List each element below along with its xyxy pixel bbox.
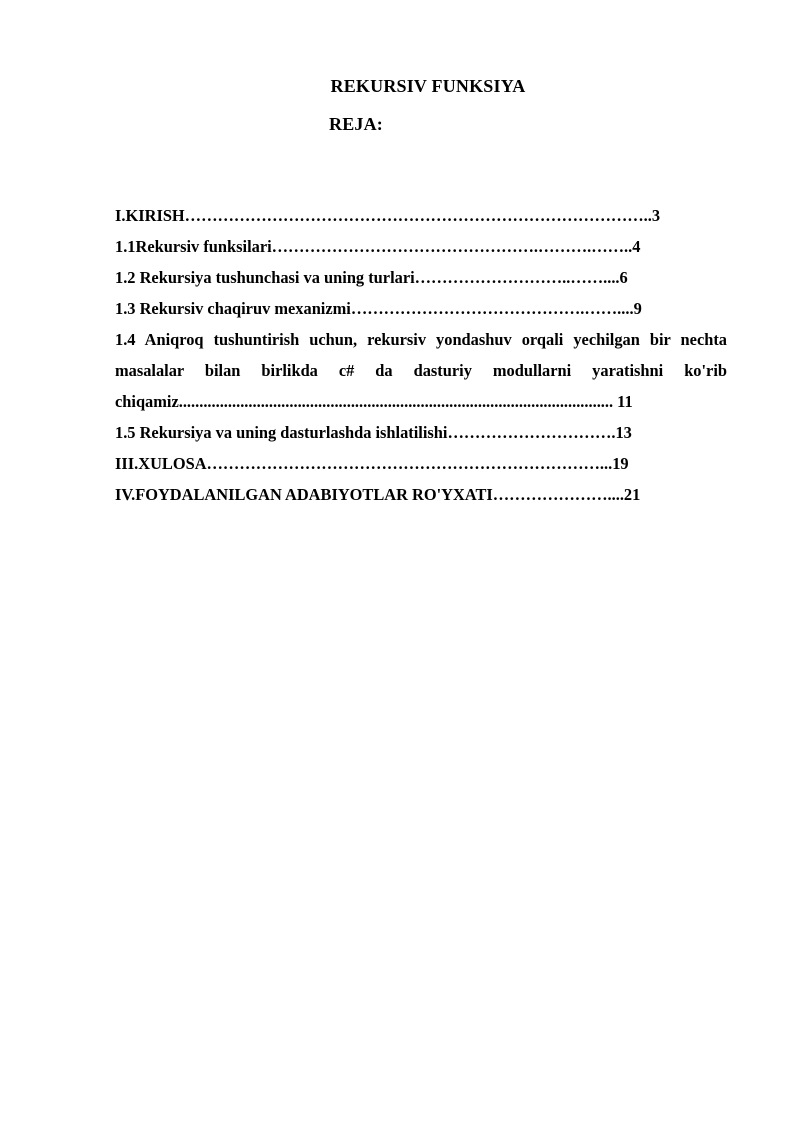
toc-entry-1-2: 1.2 Rekursiya tushunchasi va uning turlari………………………..……....6 — [115, 268, 628, 287]
toc-entry-1-4: 1.4 Aniqroq tushuntirish uchun, rekursiv yondashuv orqali yechilgan bir nechta masalalar bilan birlikda c# da dasturiy modullarni yaratishni ko'rib chiqamiz.......................................................................................................... 11 — [115, 330, 727, 411]
toc-entry-1-5: 1.5 Rekursiya va uning dasturlashda ishlatilishi………………………….13 — [115, 423, 632, 442]
table-of-contents — [115, 200, 727, 510]
toc-entry-kirish: I.KIRISH…………………………………………………………………………..3 — [115, 206, 661, 225]
document-title: REKURSIV FUNKSIYA — [330, 76, 526, 96]
toc-entry-xulosa: III.XULOSA………………………………………………………………...19 — [115, 454, 629, 473]
plan-heading: REJA: — [329, 114, 383, 134]
toc-entry-adabiyotlar: IV.FOYDALANILGAN ADABIYOTLAR RO'YXATI…………………....21 — [115, 485, 641, 504]
toc-entry-1-1: 1.1Rekursiv funksilari………………………………………….……….……..4 — [115, 237, 641, 256]
toc-entry-1-3: 1.3 Rekursiv chaqiruv mexanizmi…………………………………….……....9 — [115, 299, 642, 318]
